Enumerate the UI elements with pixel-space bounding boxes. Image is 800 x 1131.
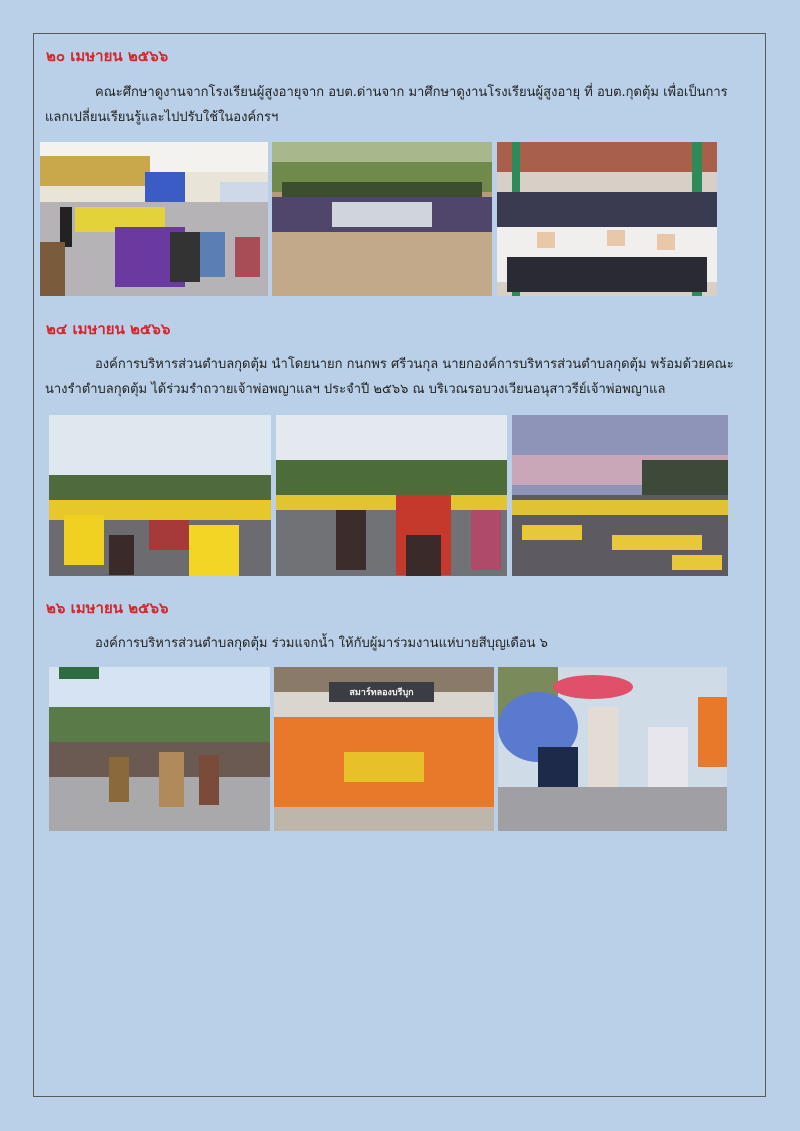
photo-outdoor-group (272, 142, 492, 296)
section-3-paragraph (45, 631, 745, 656)
section-3-heading: ๒๖ เมษายน ๒๕๖๖ (46, 599, 169, 617)
photo-meeting-room (40, 142, 268, 296)
section-1-heading: ๒๐ เมษายน ๒๕๖๖ (46, 47, 169, 65)
section-1-text: คณะศึกษาดูงานจากโรงเรียนผู้สูงอายุจาก อบต.ด่านจาก มาศึกษาดูงานโรงเรียนผู้สูงอายุ ที่ อบต.กุดตุ้ม เพื่อเป็นการแลกเปลี่ยนเรียนรู้และไปปรับใช้ในองค์กรฯ (45, 85, 728, 125)
photo-umbrella-handout (498, 667, 727, 831)
photo-dancers-dusk (512, 415, 728, 576)
photo-dancers-yellow-1 (49, 415, 271, 576)
photo-water-booth (274, 667, 494, 831)
photo-dancers-yellow-2 (276, 415, 507, 576)
section-2-paragraph (45, 352, 745, 402)
section-2-heading: ๒๔ เมษายน ๒๕๖๖ (46, 320, 171, 338)
photo-pavilion-audience (497, 142, 717, 296)
section-2-text: องค์การบริหารส่วนตำบลกุดตุ้ม นำโดยนายก กนกพร ศรีวนกุล นายกองค์การบริหารส่วนตำบลกุดตุ้ม พร้อมด้วยคณะนางรำตำบลกุดตุ้ม ได้ร่วมรำถวายเจ้าพ่อพญาแลฯ ประจำปี ๒๕๖๖ ณ บริเวณรอบวงเวียนอนุสาวรีย์เจ้าพ่อพญาแล (45, 357, 734, 397)
photo-parade-street (49, 667, 270, 831)
section-3-text: องค์การบริหารส่วนตำบลกุดตุ้ม ร่วมแจกน้ำ ให้กับผู้มาร่วมงานแห่บายสีบุญเดือน ๖ (95, 636, 548, 651)
section-1-paragraph (45, 80, 745, 130)
booth-sign-text: สมาร์ทลองบรีบุก (349, 688, 414, 698)
